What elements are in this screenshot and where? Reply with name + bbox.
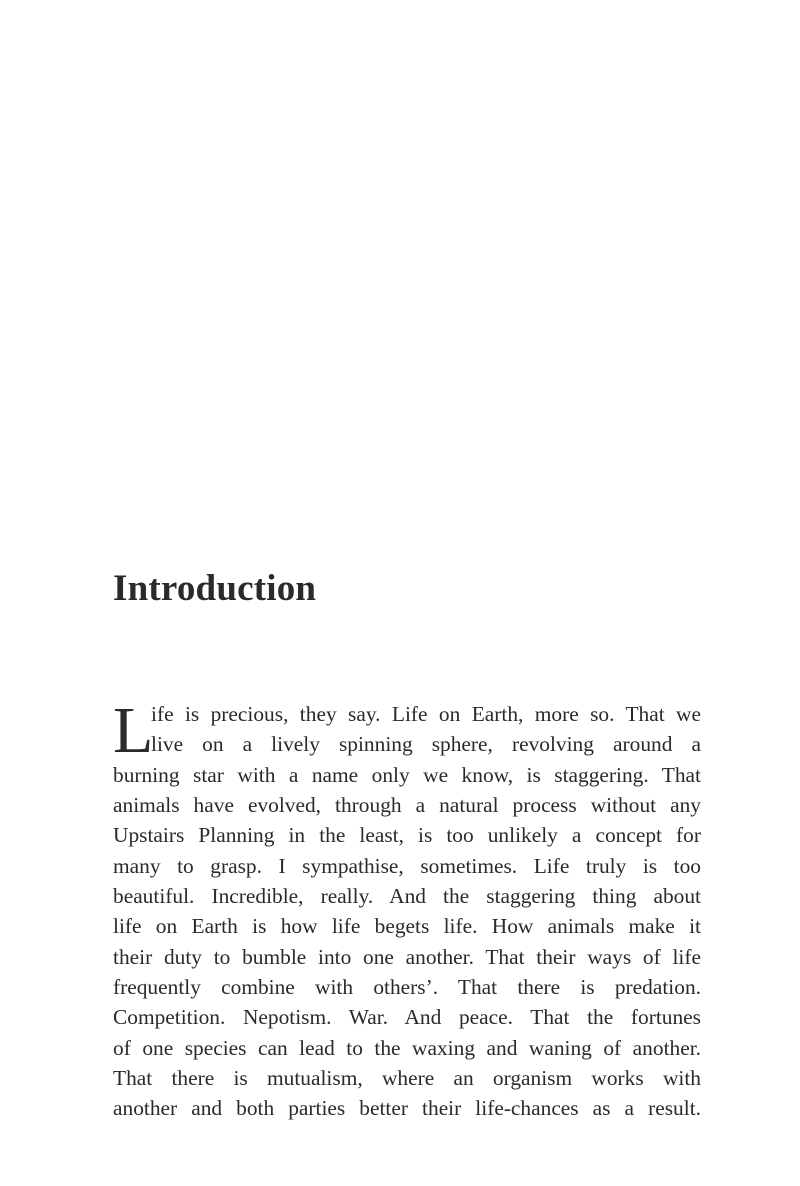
paragraph-line: of one species can lead to the waxing and waning of another. bbox=[113, 1035, 701, 1060]
paragraph-line: another and both parties better their life-chances as a result. bbox=[113, 1096, 701, 1121]
paragraph-line: their duty to bumble into one another. That their ways of life bbox=[113, 944, 701, 969]
paragraph-line: That there is mutualism, where an organism works with bbox=[113, 1066, 701, 1091]
paragraph-line: many to grasp. I sympathise, sometimes. Life truly is too bbox=[113, 853, 701, 878]
paragraph-line: beautiful. Incredible, really. And the staggering thing about bbox=[113, 884, 701, 909]
chapter-title: Introduction bbox=[113, 568, 317, 609]
paragraph-line: live on a lively spinning sphere, revolving around a bbox=[151, 732, 701, 757]
paragraph-line: frequently combine with others’. That there is predation. bbox=[113, 975, 701, 1000]
introduction-paragraph bbox=[113, 694, 701, 1124]
paragraph-line: animals have evolved, through a natural process without any bbox=[113, 793, 701, 818]
paragraph-line: Upstairs Planning in the least, is too unlikely a concept for bbox=[113, 823, 701, 848]
paragraph-line: ife is precious, they say. Life on Earth, more so. That we bbox=[151, 702, 701, 726]
paragraph-line: life on Earth is how life begets life. How animals make it bbox=[113, 914, 701, 939]
paragraph-line: burning star with a name only we know, is staggering. That bbox=[113, 762, 701, 787]
paragraph-line: Competition. Nepotism. War. And peace. That the fortunes bbox=[113, 1005, 701, 1030]
drop-cap-letter: L bbox=[113, 694, 154, 767]
